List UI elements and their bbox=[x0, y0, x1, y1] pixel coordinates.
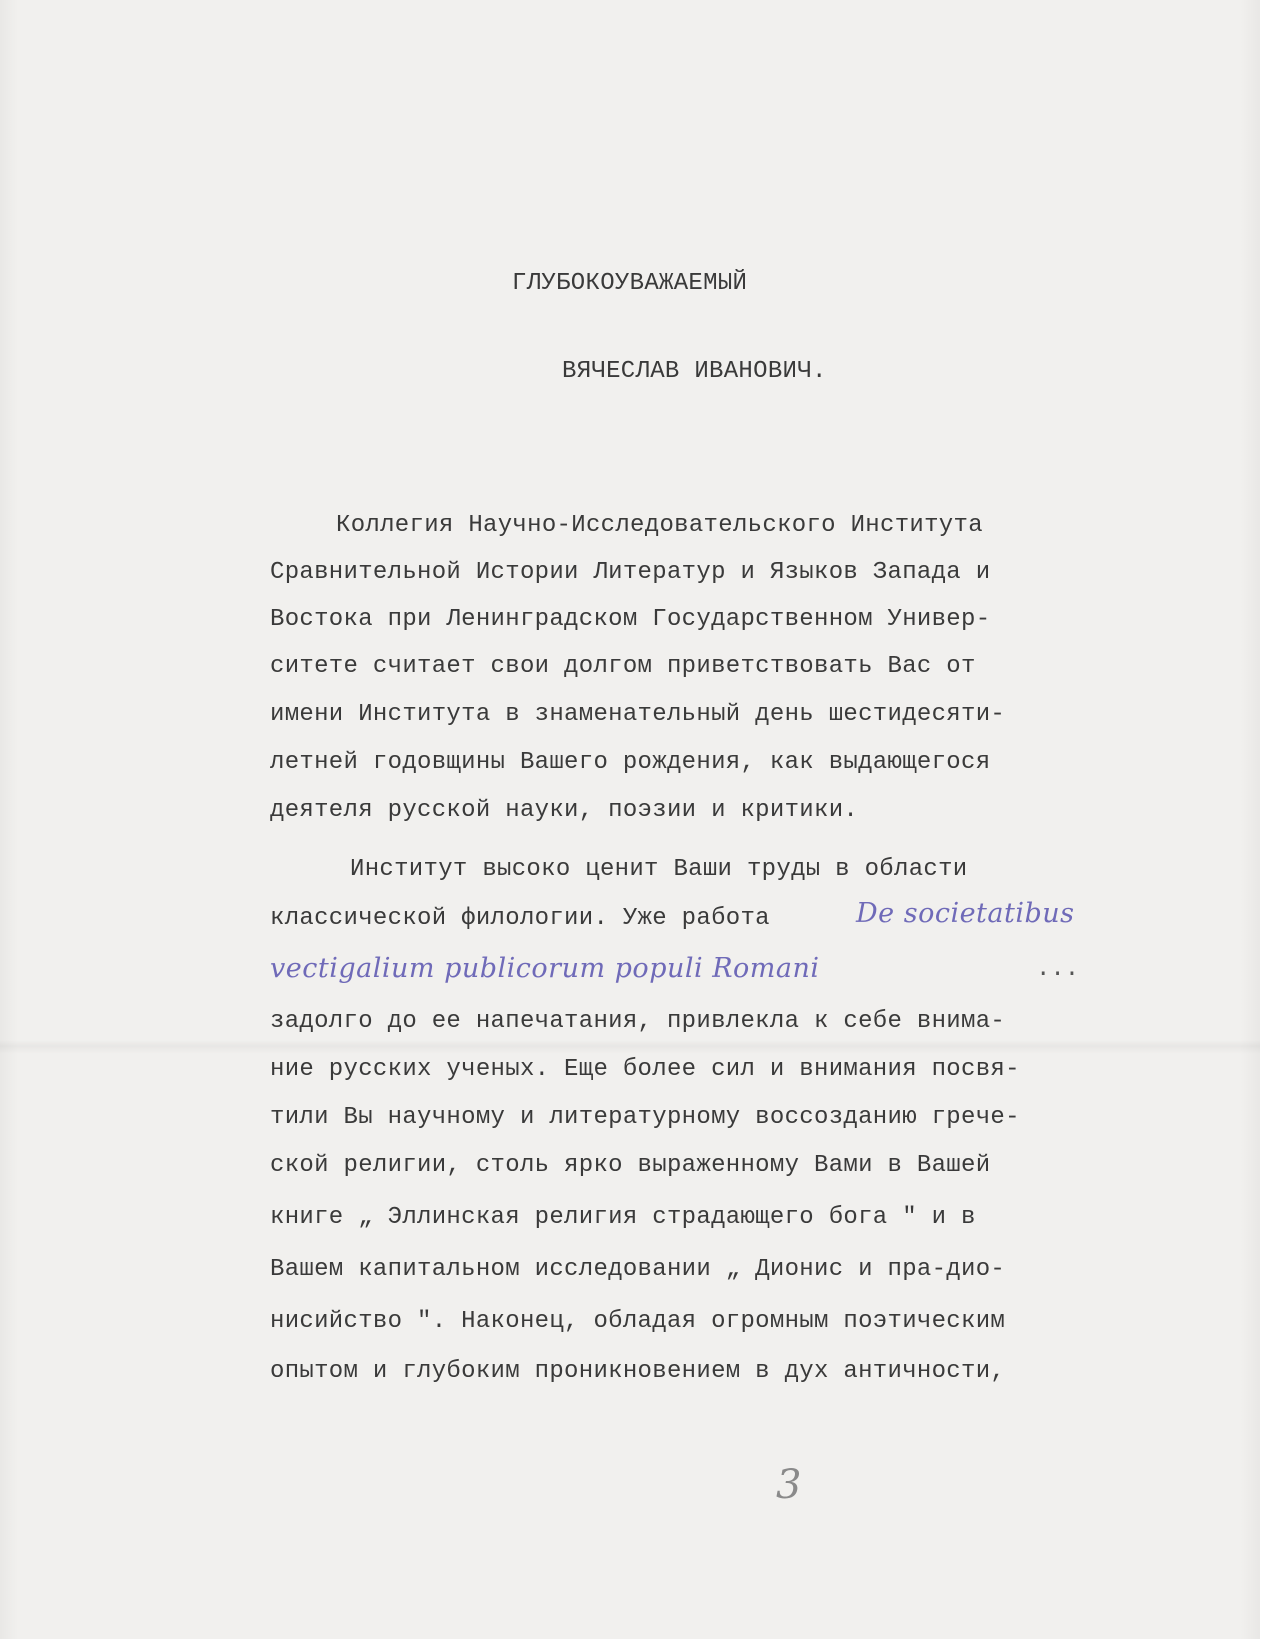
body-line: Востока при Ленинградском Государственном Универ- bbox=[270, 606, 991, 633]
body-line: ской религии, столь ярко выраженному Вами в Вашей bbox=[270, 1152, 991, 1179]
handwritten-title-part-2: vectigalium publicorum populi Romani bbox=[270, 953, 820, 984]
body-line: Коллегия Научно-Исследовательского Института bbox=[336, 512, 983, 539]
body-line: тили Вы научному и литературному воссозданию грече- bbox=[270, 1104, 1020, 1131]
handwritten-trailing-dots: ... bbox=[1036, 956, 1080, 983]
body-line: Вашем капитальном исследовании „ Дионис и пра-дио- bbox=[270, 1256, 1006, 1283]
page-number: 3 bbox=[776, 1462, 802, 1508]
body-line: летней годовщины Вашего рождения, как выдающегося bbox=[270, 749, 991, 776]
body-line: имени Института в знаменательный день шестидесяти- bbox=[270, 701, 1006, 728]
body-line: опытом и глубоким проникновением в дух античности, bbox=[270, 1358, 1006, 1385]
salutation-line-2: ВЯЧЕСЛАВ ИВАНОВИЧ. bbox=[562, 358, 827, 385]
salutation-line-1: ГЛУБОКОУВАЖАЕМЫЙ bbox=[512, 270, 748, 297]
body-line: задолго до ее напечатания, привлекла к себе внима- bbox=[270, 1008, 1006, 1035]
body-line: книге „ Эллинская религия страдающего бога " и в bbox=[270, 1204, 976, 1231]
handwritten-title-part-1: De societatibus bbox=[856, 898, 1075, 929]
body-line: классической филологии. Уже работа bbox=[270, 905, 770, 932]
body-line: ситете считает свои долгом приветствовать Вас от bbox=[270, 653, 976, 680]
body-line: Институт высоко ценит Ваши труды в области bbox=[350, 856, 968, 883]
body-line: ние русских ученых. Еще более сил и внимания посвя- bbox=[270, 1056, 1020, 1083]
body-line: Сравнительной Истории Литератур и Языков Запада и bbox=[270, 559, 991, 586]
body-line: нисийство ". Наконец, обладая огромным поэтическим bbox=[270, 1308, 1006, 1335]
scan-edge bbox=[1260, 0, 1268, 1639]
body-line: деятеля русской науки, поэзии и критики. bbox=[270, 797, 859, 824]
